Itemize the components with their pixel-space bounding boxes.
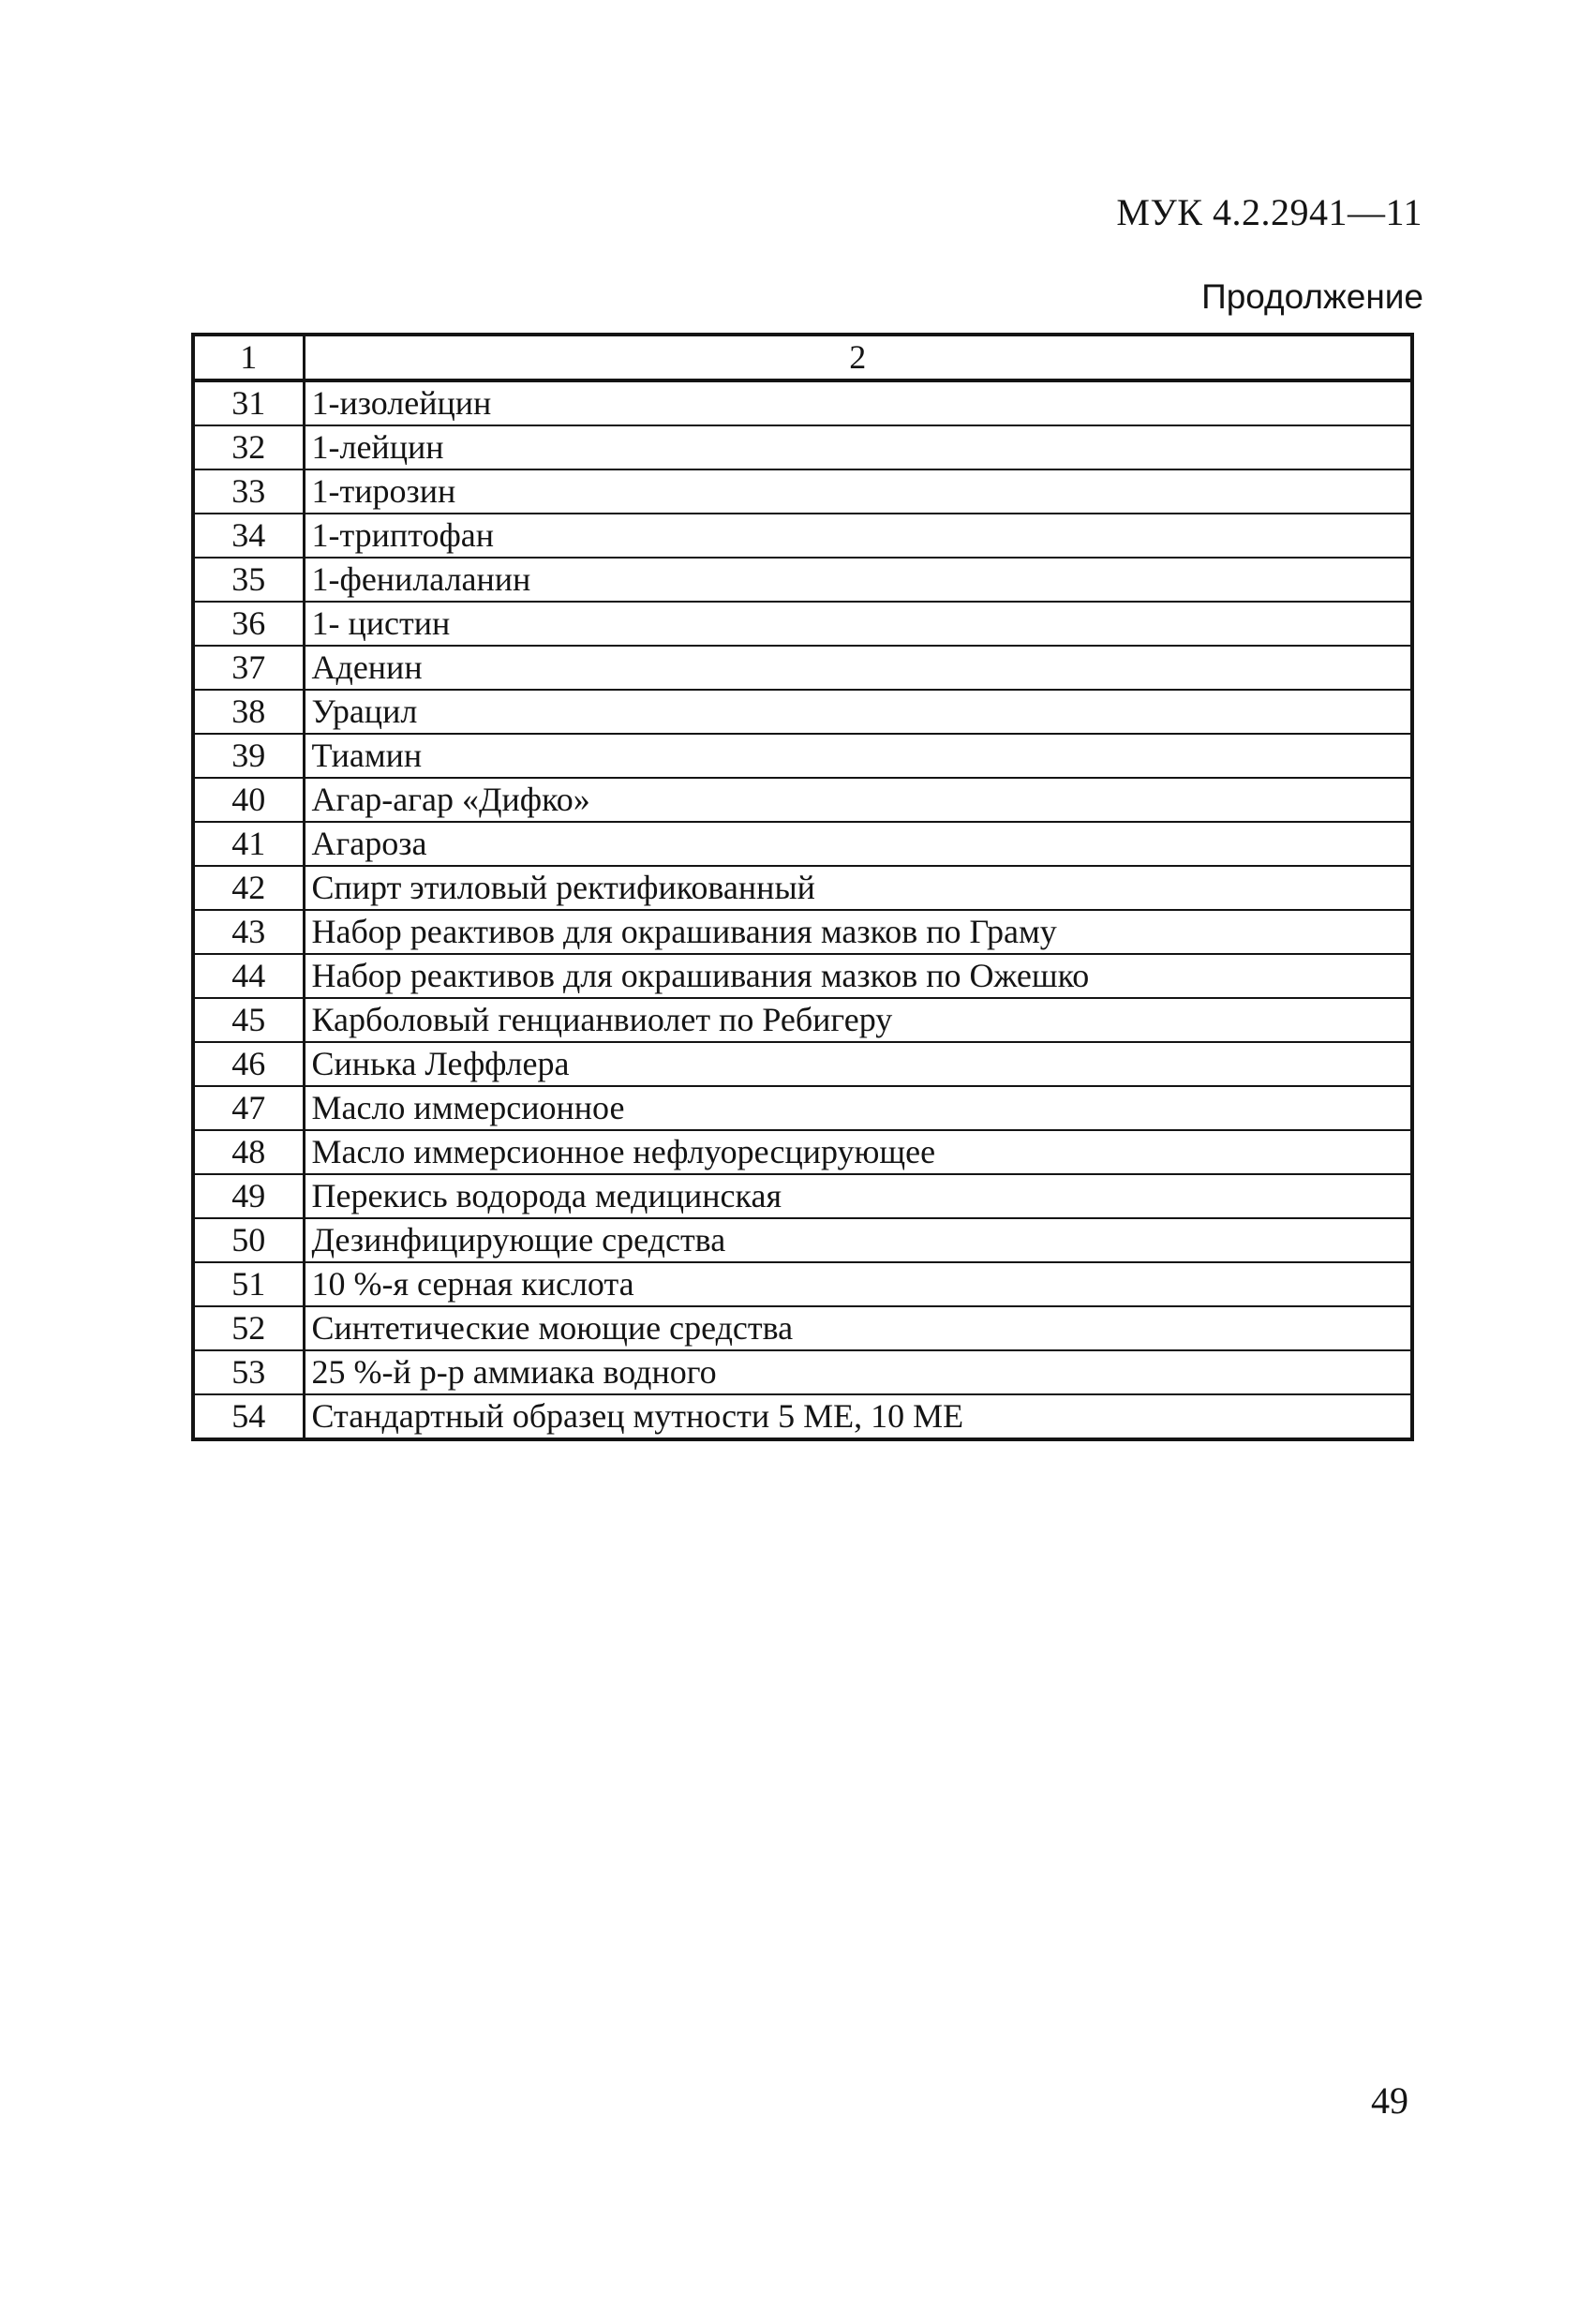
document-code: МУК 4.2.2941—11	[1116, 191, 1423, 233]
table-row	[193, 822, 1412, 866]
reagents-table-container	[191, 333, 1414, 1441]
reagent-name-cell: Набор реактивов для окрашивания мазков по Ожешко	[304, 954, 1412, 998]
row-number-cell: 36	[193, 602, 304, 646]
column-header-name: 2	[304, 335, 1412, 380]
table-row	[193, 1130, 1412, 1174]
row-number-cell: 47	[193, 1086, 304, 1130]
reagent-name-cell: 1-лейцин	[304, 425, 1412, 469]
page-number: 49	[1371, 2079, 1408, 2122]
table-row	[193, 425, 1412, 469]
table-row	[193, 558, 1412, 602]
table-row	[193, 1218, 1412, 1262]
reagents-table	[191, 333, 1414, 1441]
table-row	[193, 380, 1412, 425]
reagent-name-cell: Спирт этиловый ректификованный	[304, 866, 1412, 910]
row-number-cell: 38	[193, 690, 304, 734]
reagent-name-cell: Агар-агар «Дифко»	[304, 778, 1412, 822]
reagent-name-cell: 10 %-я серная кислота	[304, 1262, 1412, 1306]
row-number-cell: 48	[193, 1130, 304, 1174]
row-number-cell: 37	[193, 646, 304, 690]
row-number-cell: 51	[193, 1262, 304, 1306]
continuation-label: Продолжение	[1201, 277, 1423, 316]
table-row	[193, 1306, 1412, 1350]
table-row	[193, 910, 1412, 954]
reagent-name-cell: 1-триптофан	[304, 514, 1412, 558]
table-row	[193, 734, 1412, 778]
reagent-name-cell: Дезинфицирующие средства	[304, 1218, 1412, 1262]
row-number-cell: 32	[193, 425, 304, 469]
table-row	[193, 998, 1412, 1042]
reagent-name-cell: 25 %-й р-р аммиака водного	[304, 1350, 1412, 1394]
row-number-cell: 43	[193, 910, 304, 954]
reagent-name-cell: 1-тирозин	[304, 469, 1412, 514]
table-row	[193, 602, 1412, 646]
row-number-cell: 44	[193, 954, 304, 998]
row-number-cell: 39	[193, 734, 304, 778]
reagent-name-cell: Агароза	[304, 822, 1412, 866]
table-row	[193, 1350, 1412, 1394]
row-number-cell: 53	[193, 1350, 304, 1394]
reagent-name-cell: Синька Леффлера	[304, 1042, 1412, 1086]
row-number-cell: 41	[193, 822, 304, 866]
table-row	[193, 954, 1412, 998]
table-body	[193, 380, 1412, 1439]
reagent-name-cell: Перекись водорода медицинская	[304, 1174, 1412, 1218]
row-number-cell: 45	[193, 998, 304, 1042]
table-row	[193, 1086, 1412, 1130]
row-number-cell: 49	[193, 1174, 304, 1218]
table-row	[193, 866, 1412, 910]
row-number-cell: 31	[193, 380, 304, 425]
table-row	[193, 1174, 1412, 1218]
table-row	[193, 1042, 1412, 1086]
reagent-name-cell: 1-изолейцин	[304, 380, 1412, 425]
reagent-name-cell: 1- цистин	[304, 602, 1412, 646]
table-row	[193, 1394, 1412, 1439]
reagent-name-cell: Урацил	[304, 690, 1412, 734]
row-number-cell: 35	[193, 558, 304, 602]
reagent-name-cell: Масло иммерсионное нефлуоресцирующее	[304, 1130, 1412, 1174]
row-number-cell: 52	[193, 1306, 304, 1350]
row-number-cell: 34	[193, 514, 304, 558]
row-number-cell: 54	[193, 1394, 304, 1439]
table-row	[193, 1262, 1412, 1306]
row-number-cell: 33	[193, 469, 304, 514]
reagent-name-cell: Аденин	[304, 646, 1412, 690]
row-number-cell: 46	[193, 1042, 304, 1086]
table-row	[193, 514, 1412, 558]
reagent-name-cell: Карболовый генцианвиолет по Ребигеру	[304, 998, 1412, 1042]
table-row	[193, 690, 1412, 734]
row-number-cell: 42	[193, 866, 304, 910]
table-header-row	[193, 335, 1412, 380]
row-number-cell: 40	[193, 778, 304, 822]
reagent-name-cell: 1-фенилаланин	[304, 558, 1412, 602]
reagent-name-cell: Набор реактивов для окрашивания мазков по Граму	[304, 910, 1412, 954]
reagent-name-cell: Синтетические моющие средства	[304, 1306, 1412, 1350]
reagent-name-cell: Тиамин	[304, 734, 1412, 778]
reagent-name-cell: Масло иммерсионное	[304, 1086, 1412, 1130]
table-row	[193, 778, 1412, 822]
table-row	[193, 646, 1412, 690]
reagent-name-cell: Стандартный образец мутности 5 МЕ, 10 МЕ	[304, 1394, 1412, 1439]
table-row	[193, 469, 1412, 514]
row-number-cell: 50	[193, 1218, 304, 1262]
column-header-number: 1	[193, 335, 304, 380]
